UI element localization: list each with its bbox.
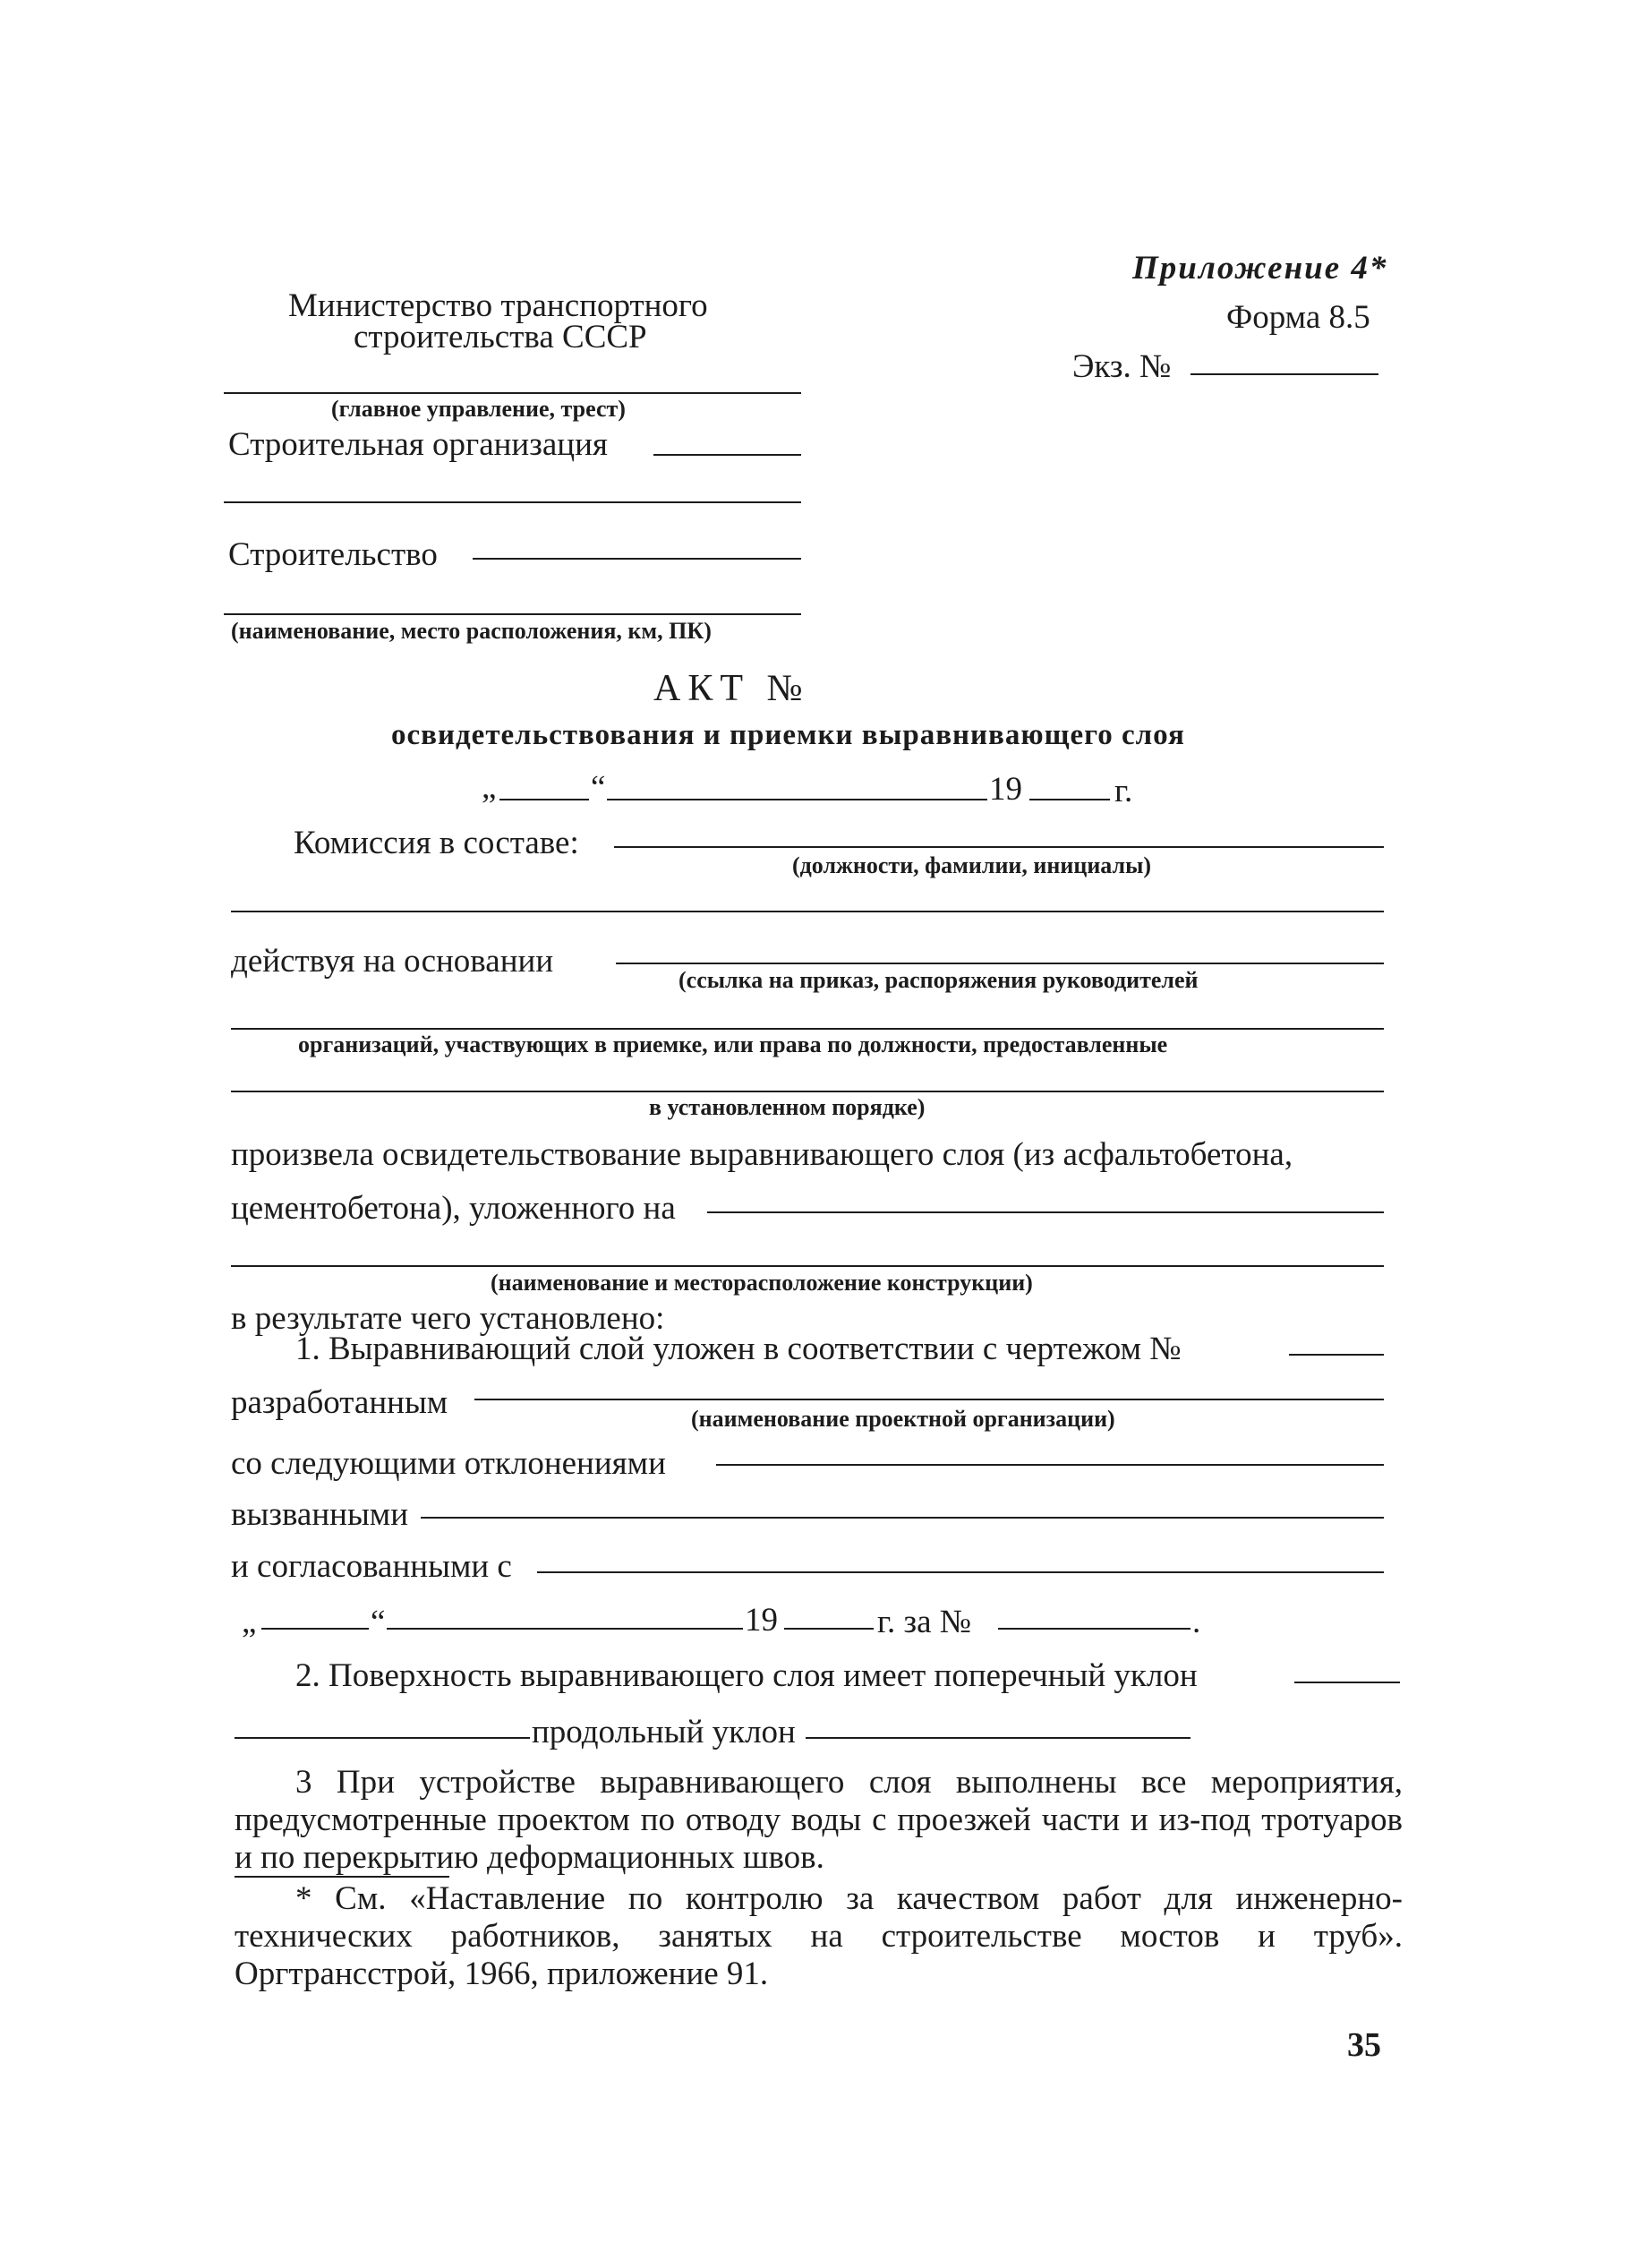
caused-line	[421, 1517, 1384, 1519]
main-directorate-line	[224, 392, 801, 394]
performed-text: произвела освидетельствование выравнивающего слоя (из асфальтобетона,	[231, 1136, 1293, 1173]
act-title: АКТ №	[653, 668, 810, 709]
date-g: г.	[1114, 773, 1133, 809]
ministry-line2: строительства СССР	[354, 319, 647, 355]
date-month-line	[607, 799, 987, 800]
footnote-text: * См. «Наставление по контролю за качеством работ для инженерно-технических работников, занятых на строительстве мостов и труб». Оргтрансстрой, 1966, приложение 91.	[235, 1880, 1403, 1992]
longitudinal-label: продольный уклон	[532, 1714, 796, 1750]
date-year-prefix: 19	[989, 771, 1022, 808]
developed-label: разработанным	[231, 1384, 448, 1421]
form-number: Форма 8.5	[1226, 299, 1370, 336]
caused-label: вызванными	[231, 1496, 409, 1533]
date-day-line	[499, 799, 589, 800]
footnote-separator	[235, 1876, 449, 1878]
date-quote-close: “	[591, 769, 606, 806]
structure-caption: (наименование и месторасположение конструкции)	[491, 1270, 1033, 1296]
agreed-line	[537, 1571, 1384, 1573]
pre-longitudinal-line	[235, 1737, 530, 1739]
commission-line	[614, 846, 1384, 848]
agreed-quote-open: „	[242, 1604, 257, 1640]
agreed-number-line	[998, 1628, 1190, 1630]
copy-number-line	[1190, 373, 1378, 375]
construction-label: Строительство	[228, 536, 438, 573]
construction-org-line	[653, 454, 801, 456]
laid-on-line	[707, 1211, 1384, 1213]
acting-label: действуя на основании	[231, 943, 554, 980]
main-directorate-caption: (главное управление, трест)	[331, 396, 626, 422]
transverse-slope-line	[1294, 1682, 1400, 1683]
developed-line	[474, 1399, 1384, 1400]
construction-org-label: Строительная организация	[228, 426, 608, 463]
acting-line2	[231, 1028, 1384, 1030]
commission-line2	[231, 911, 1384, 912]
longitudinal-line	[806, 1737, 1190, 1739]
date-year-line	[1029, 799, 1110, 800]
agreed-g-za: г. за №	[877, 1604, 972, 1640]
agreed-year-line	[784, 1628, 874, 1630]
deviations-line	[716, 1464, 1384, 1466]
drawing-number-line	[1289, 1354, 1384, 1356]
construction-line	[473, 558, 801, 560]
commission-label: Комиссия в составе:	[294, 825, 579, 861]
agreed-month-line	[387, 1628, 743, 1630]
item3-text: 3 При устройстве выравнивающего слоя выполнены все мероприятия, предусмотренные проектом по отводу воды с проезжей части и из-под тротуаров и по перекрытию деформационных швов.	[235, 1764, 1403, 1876]
acting-caption1: (ссылка на приказ, распоряжения руководителей	[678, 967, 1199, 993]
laid-on-label: цементобетона), уложенного на	[231, 1190, 676, 1227]
act-subtitle: освидетельствования и приемки выравнивающего слоя	[391, 719, 1185, 751]
acting-line	[616, 963, 1384, 964]
copy-number-label: Экз. №	[1072, 348, 1172, 385]
agreed-day-line	[261, 1628, 369, 1630]
page-number: 35	[1347, 2026, 1381, 2064]
ministry-line1: Министерство транспортного	[288, 287, 708, 324]
item2-text: 2. Поверхность выравнивающего слоя имеет поперечный уклон	[295, 1657, 1198, 1694]
construction-caption: (наименование, место расположения, км, ПК)	[231, 618, 712, 644]
acting-caption3: в установленном порядке)	[649, 1094, 926, 1120]
construction-location-line	[224, 613, 801, 615]
construction-org-line2	[224, 501, 801, 503]
date-quote-open: „	[482, 769, 497, 806]
agreed-quote-close: “	[371, 1604, 386, 1640]
agreed-label: и согласованными с	[231, 1548, 512, 1585]
agreed-year-prefix: 19	[745, 1602, 778, 1639]
acting-caption2: организаций, участвующих в приемке, или права по должности, предоставленные	[298, 1031, 1168, 1057]
item1-text: 1. Выравнивающий слой уложен в соответствии с чертежом №	[295, 1331, 1182, 1367]
structure-line	[231, 1265, 1384, 1267]
agreed-dot: .	[1192, 1604, 1201, 1640]
acting-line3	[231, 1091, 1384, 1092]
result-label: в результате чего установлено:	[231, 1300, 665, 1337]
commission-caption: (должности, фамилии, инициалы)	[792, 852, 1152, 878]
appendix-label: Приложение 4*	[1132, 250, 1388, 287]
deviations-label: со следующими отклонениями	[231, 1445, 666, 1482]
project-org-caption: (наименование проектной организации)	[691, 1406, 1115, 1432]
